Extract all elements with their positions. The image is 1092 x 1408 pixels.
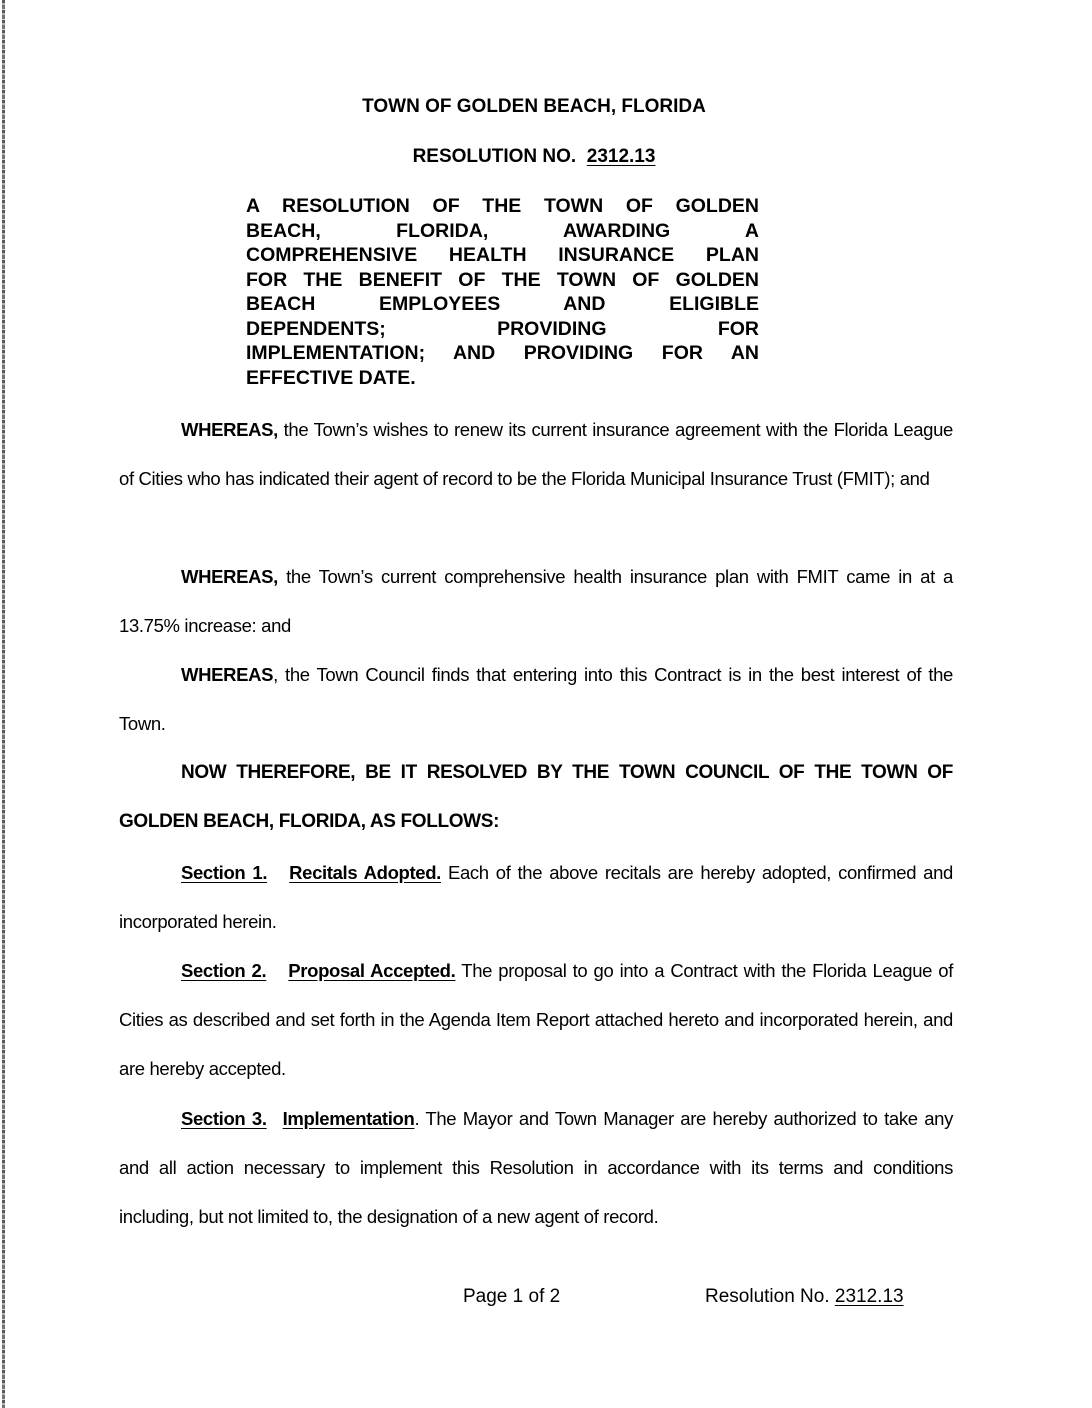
section-heading: Implementation <box>282 1108 415 1129</box>
title-line: COMPREHENSIVE HEALTH INSURANCE PLAN <box>246 244 759 266</box>
resolved-clause <box>119 748 953 846</box>
title-line: DEPENDENTS; PROVIDING FOR <box>246 317 759 340</box>
section-text: The proposal to go into a Contract with the Florida League of Cities as described and set forth in the Agenda Item Report attached hereto and incorporated herein, and are hereby accepted. <box>119 960 954 1079</box>
section-number: Section 2. <box>181 960 267 981</box>
section-heading: Proposal Accepted. <box>288 960 456 981</box>
resolution-number: 2312.13 <box>586 146 656 167</box>
resolution-heading <box>0 146 1068 168</box>
section-heading: Recitals Adopted. <box>289 862 441 883</box>
section-1 <box>119 848 953 946</box>
recital-text: the Town’s wishes to renew its current insurance agreement with the Florida League of Cities who has indicated their agent of record to be the Florida Municipal Insurance Trust (FMIT); and <box>119 419 953 489</box>
recital-1 <box>119 405 953 503</box>
footer-resolution <box>705 1286 904 1308</box>
recital-text: , the Town Council finds that entering into this Contract is in the best interest of the Town. <box>119 664 953 734</box>
recital-2 <box>119 552 953 650</box>
title-line: FOR THE BENEFIT OF THE TOWN OF GOLDEN <box>246 268 759 291</box>
resolved-text: NOW THEREFORE, BE IT RESOLVED BY THE TOWN COUNCIL OF THE TOWN OF GOLDEN BEACH, FLORIDA, AS FOLLOWS: <box>119 762 953 832</box>
title-line-last: EFFECTIVE DATE. <box>246 366 416 389</box>
section-3 <box>119 1094 953 1241</box>
town-heading: TOWN OF GOLDEN BEACH, FLORIDA <box>362 96 706 117</box>
recital-lead: WHEREAS, <box>181 566 278 587</box>
title-line: BEACH, FLORIDA, AWARDING A <box>246 219 759 242</box>
section-number: Section 3. <box>181 1108 267 1129</box>
title-line: IMPLEMENTATION; AND PROVIDING FOR AN <box>246 342 759 364</box>
recital-lead: WHEREAS, <box>181 419 278 440</box>
recital-text: the Town’s current comprehensive health insurance plan with FMIT came in at a 13.75% increase: and <box>119 566 953 636</box>
title-line: A RESOLUTION OF THE TOWN OF GOLDEN <box>246 195 759 217</box>
resolution-title-block <box>246 194 759 390</box>
footer-resolution-label: Resolution No. <box>705 1286 830 1307</box>
section-number: Section 1. <box>181 862 268 883</box>
resolution-label: RESOLUTION NO. <box>412 146 577 167</box>
footer-page-number: Page 1 of 2 <box>463 1286 561 1307</box>
section-text: . The Mayor and Town Manager are hereby authorized to take any and all action necessary to implement this Resolution in accordance with its terms and conditions including, but not limited to, the designation of a new agent of record. <box>119 1108 953 1227</box>
recital-lead: WHEREAS <box>181 664 274 685</box>
recital-3 <box>119 650 953 748</box>
footer-resolution-number: 2312.13 <box>834 1286 904 1307</box>
section-2 <box>119 946 953 1093</box>
title-line: BEACH EMPLOYEES AND ELIGIBLE <box>246 293 759 315</box>
section-text: Each of the above recitals are hereby adopted, confirmed and incorporated herein. <box>119 862 953 932</box>
